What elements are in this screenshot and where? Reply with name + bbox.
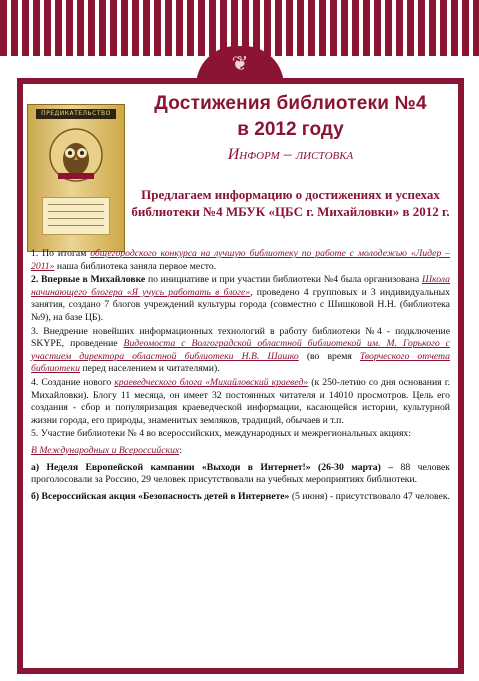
intro-text: Предлагаем информацию о достижениях и успехах библиотеки №4 МБУК «ЦБС г. Михайловки» в 2012 г. — [131, 187, 450, 219]
flourish-icon: ❦ — [231, 53, 249, 75]
achievements-list — [31, 248, 450, 504]
list-item: 5. Участие библиотеки № 4 во всероссийских, международных и межрегиональных акциях: — [31, 428, 411, 440]
page-title-year: в 2012 году — [237, 119, 344, 140]
page-title: Достижения библиотеки №4 — [154, 93, 427, 114]
videobridge-link[interactable]: Видеомоста с Волгоградской областной библиотекой им. М. Горького с участием директора областной библиотеки Н.В. Шашко — [31, 338, 450, 362]
action-item: а) Неделя Европейской кампании «Выходи в Интернет!» (26-30 марта) – 88 человек проголосовали за Россию, 29 человек присутствовали на учебных мероприятиях библиотеки. — [31, 461, 451, 486]
action-item: б) Всероссийская акция «Безопасность детей в Интернете» (5 июня) - присутствовало 47 человек. — [31, 490, 450, 502]
contest-link[interactable]: общегородского конкурса на лучшую библиотеку по работе с молодежью «Лидер – 2011» — [31, 248, 450, 272]
list-item: 2. Впервые в Михайловке по инициативе и при участии библиотеки №4 была организована Школа начинающего блогера «Я учусь работать в блоге», проведено 4 групповых и 3 индивидуальных занятия, создано 7 блогов учреждений культуры города (совместно с Шишковой Н.Н. (библиотека №9), на базе ЦБ). — [31, 274, 450, 323]
local-history-blog-link[interactable]: краеведческого блога «Михайловский краевед» — [114, 376, 309, 388]
list-item: 3. Внедрение новейших информационных технологий в работу библиотеки №4 - подключение SKYPE, проведение Видеомоста с Волгоградской областной библиотекой им. М. Горького с участием директора областной библиотеки Н.В. Шашко (во время Творческого отчета библиотеки перед населением и читателями). — [31, 325, 450, 375]
list-item: 4. Создание нового краеведческого блога «Михайловский краевед» (к 250-летию со дня основания г. Михайловки). Блогу 11 месяца, он имеет 32 постоянных читателя и 14010 просмотров. Цель его создания - сбор и популяризация краеведческой информации, касающейся истории, культурной жизни города, его природы, знаменитых земляков, традиций, обычаев и т.п. — [31, 376, 450, 426]
book-cover-illustration — [27, 104, 125, 252]
page-subtitle: Информ – листовка — [227, 146, 354, 163]
owl-emblem-icon — [48, 127, 104, 187]
list-item: 1. По итогам общегородского конкурса на лучшую библиотеку по работе с молодежью «Лидер – 2011» наша библиотека заняла первое место. — [31, 248, 450, 272]
book-spine-title: ПРЕДИКАТЕЛЬСТВО — [36, 109, 116, 119]
book-caption-lines — [42, 197, 110, 235]
subsection-heading: В Международных и Всероссийских: — [31, 444, 182, 456]
blogger-school-link[interactable]: Школа начинающего блогера «Я учусь работать в блоге» — [31, 274, 450, 298]
creative-report-link[interactable]: Творческого отчета библиотеки — [31, 350, 450, 375]
